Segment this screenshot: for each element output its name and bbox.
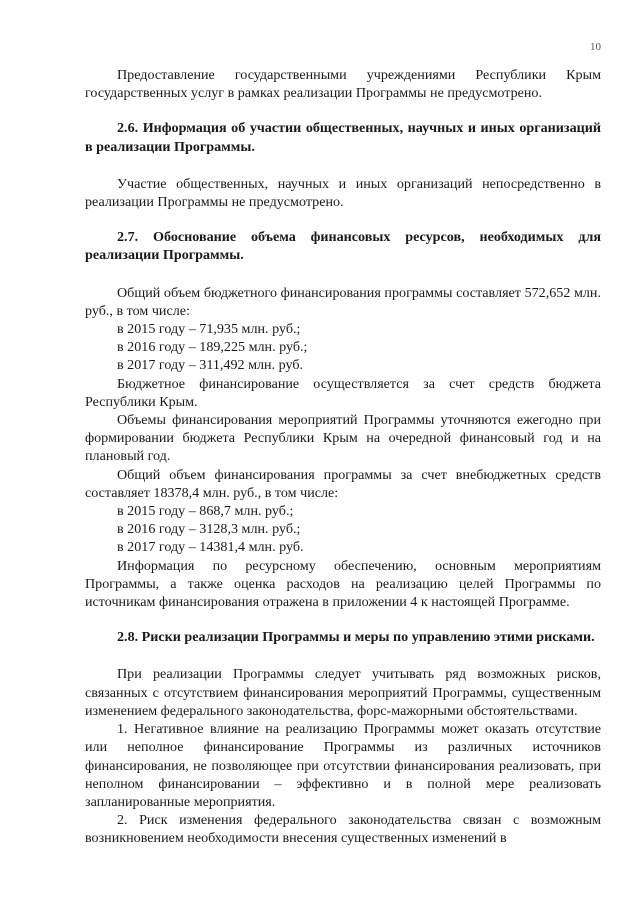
paragraph-public-services: Предоставление государственными учреждениями Республики Крым государственных услуг в рамках реализации Программы не предусмотрено. — [85, 67, 601, 102]
list-item-budget-2015: в 2015 году – 71,935 млн. руб.; — [117, 321, 301, 338]
paragraph-risk-1: 1. Негативное влияние на реализацию Программы может оказать отсутствие или неполное финансирование Программы из различных источников финансирования, не позволяющее при отсутствии финансирования реализовать, при неполном финансировании – эффективно и в полной мере реализовать запланированные мероприятия. — [85, 721, 601, 810]
section-heading-2-7: 2.7. Обоснование объема финансовых ресурсов, необходимых для реализации Программы. — [85, 229, 601, 264]
list-item-extra-2016: в 2016 году – 3128,3 млн. руб.; — [117, 521, 301, 538]
paragraph-resource-info: Информация по ресурсному обеспечению, основным мероприятиям Программы, а также оценка расходов на реализацию целей Программы по источникам финансирования отражена в приложении 4 к настоящей Программе. — [85, 557, 601, 611]
section-heading-2-6: 2.6. Информация об участии общественных, научных и иных организаций в реализации Программы. — [85, 120, 601, 155]
list-item-extra-2015: в 2015 году – 868,7 млн. руб.; — [117, 503, 294, 520]
paragraph-budget-total: Общий объем бюджетного финансирования программы составляет 572,652 млн. руб., в том числе: — [85, 284, 601, 319]
paragraph-organizations: Участие общественных, научных и иных организаций непосредственно в реализации Программы не предусмотрено. — [85, 175, 601, 211]
paragraph-budget-source: Бюджетное финансирование осуществляется за счет средств бюджета Республики Крым. — [85, 375, 601, 410]
list-item-budget-2016: в 2016 году – 189,225 млн. руб.; — [117, 339, 308, 356]
list-item-extra-2017: в 2017 году – 14381,4 млн. руб. — [117, 539, 304, 556]
paragraph-extra-total: Общий объем финансирования программы за счет внебюджетных средств составляет 18378,4 млн. руб., в том числе: — [85, 466, 601, 501]
page-number: 10 — [590, 41, 601, 53]
paragraph-risks-intro: При реализации Программы следует учитывать ряд возможных рисков, связанных с отсутствием финансирования мероприятий Программы, существенным изменением федерального законодательства, форс-мажорными обстоятельствами. — [85, 666, 601, 719]
paragraph-clarify: Объемы финансирования мероприятий Программы уточняются ежегодно при формировании бюджета Республики Крым на очередной финансовый год и на плановый год. — [85, 412, 601, 465]
list-item-budget-2017: в 2017 году – 311,492 млн. руб. — [117, 357, 304, 374]
section-heading-2-8: 2.8. Риски реализации Программы и меры по управлению этими рисками. — [117, 629, 595, 646]
document-body — [85, 66, 601, 848]
paragraph-risk-2: 2. Риск изменения федерального законодательства связан с возможным возникновением необходимости внесения существенных изменений в — [85, 812, 601, 847]
